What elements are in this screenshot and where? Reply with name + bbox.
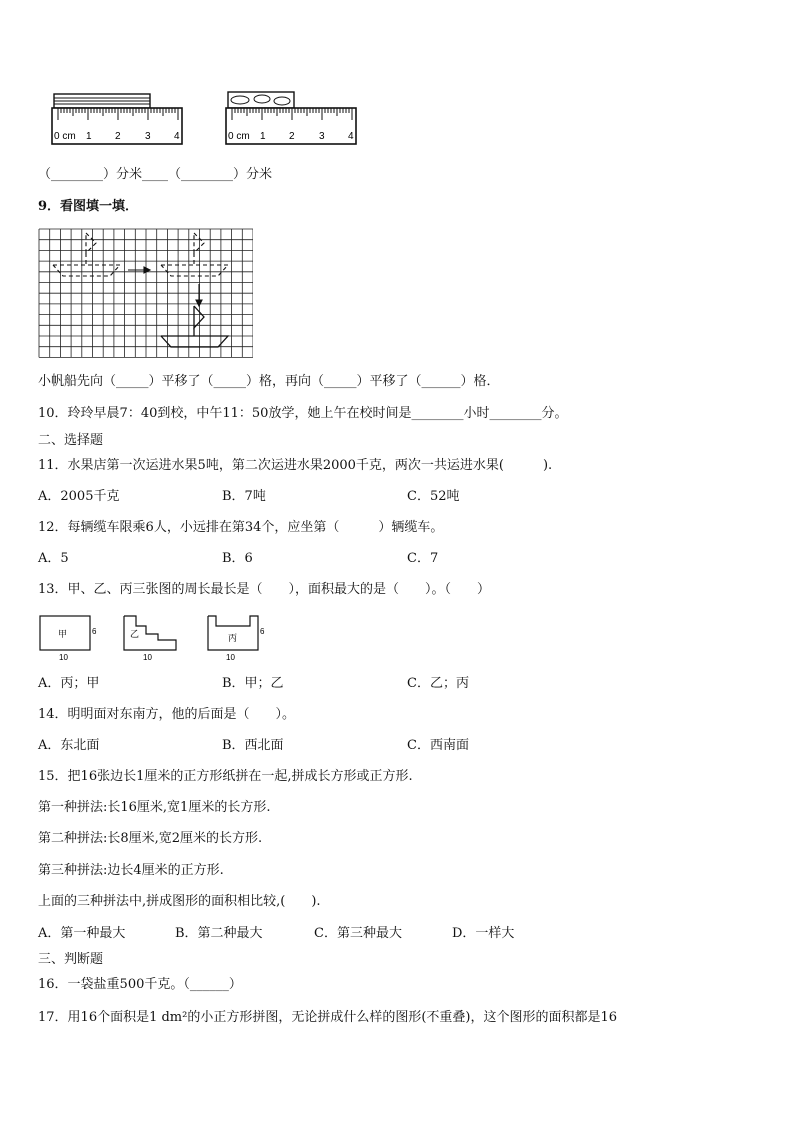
q15-option-a[interactable]: A．第一种最大: [38, 926, 126, 941]
q13-stem: 13．甲、乙、丙三张图的周长最长是（ ），面积最大的是（ ）。（ ）: [38, 582, 491, 597]
q13-option-a[interactable]: A．丙；甲: [38, 676, 100, 691]
ruler2-tick-0: 0 cm: [228, 131, 250, 142]
ruler2-tick-1: 1: [260, 131, 266, 142]
q15-line-3: 第三种拼法:边长4厘米的正方形.: [38, 863, 224, 878]
q15-option-c[interactable]: C．第三种最大: [314, 926, 402, 941]
ruler-figures: [48, 84, 368, 154]
q14-option-c[interactable]: C．西南面: [407, 738, 469, 753]
figure-bing-label: 丙: [228, 633, 238, 643]
figure-jia-label: 甲: [58, 629, 68, 639]
q11-option-b[interactable]: B．7吨: [222, 489, 266, 504]
q15-option-d[interactable]: D．一样大: [452, 926, 515, 941]
ruler-left: [52, 94, 182, 144]
q10: 10．玲玲早晨7：40到校，中午11：50放学，她上午在校时间是________小时________分。: [38, 406, 568, 421]
arrow-down-icon: [196, 284, 202, 306]
q13-option-c[interactable]: C．乙；丙: [407, 676, 469, 691]
figure-yi-width: 10: [143, 653, 152, 662]
q12-option-a[interactable]: A．5: [38, 551, 69, 566]
ruler2-tick-3: 3: [319, 131, 325, 142]
q15-line-1: 第一种拼法:长16厘米,宽1厘米的长方形.: [38, 800, 271, 815]
figure-bing-width: 10: [226, 653, 235, 662]
q12-option-c[interactable]: C．7: [407, 551, 439, 566]
q14-option-b[interactable]: B．西北面: [222, 738, 284, 753]
figure-jia-height: 6: [92, 627, 97, 636]
ruler-tick-2: 2: [115, 131, 121, 142]
sailboat-grid: [38, 228, 253, 360]
q14-stem: 14．明明面对东南方，他的后面是（ ）。: [38, 707, 296, 722]
q12-stem: 12．每辆缆车限乘6人，小远排在第34个，应坐第（ ）辆缆车。: [38, 520, 444, 535]
q11-stem: 11．水果店第一次运进水果5吨，第二次运进水果2000千克，两次一共运进水果( ).: [38, 458, 553, 473]
ruler2-tick-4: 4: [348, 131, 354, 142]
ruler-tick-4: 4: [174, 131, 180, 142]
q15-line-4: 上面的三种拼法中,拼成图形的面积相比较,( ).: [38, 894, 321, 909]
ruler-right: [226, 92, 356, 144]
q13-option-b[interactable]: B．甲；乙: [222, 676, 284, 691]
figure-bing-height: 6: [260, 627, 265, 636]
section3-heading: 三、判断题: [38, 952, 104, 967]
q9-title: 9．看图填一填．: [38, 199, 139, 214]
q17: 17．用16个面积是1 dm²的小正方形拼图，无论拼成什么样的图形(不重叠)，这个图形的面积都是16: [38, 1010, 618, 1025]
q13-figures: [36, 612, 276, 664]
q11-option-c[interactable]: C．52吨: [407, 489, 460, 504]
figure-jia-width: 10: [59, 653, 68, 662]
figure-yi-label: 乙: [130, 629, 140, 639]
ruler-tick-0: 0 cm: [54, 131, 76, 142]
q15-line-2: 第二种拼法:长8厘米,宽2厘米的长方形.: [38, 831, 263, 846]
q9-line: 小帆船先向（_____）平移了（_____）格，再向（_____）平移了（______）格．: [38, 374, 500, 389]
section2-heading: 二、选择题: [38, 433, 104, 448]
q15-option-b[interactable]: B．第二种最大: [175, 926, 263, 941]
ruler2-tick-2: 2: [289, 131, 295, 142]
ruler-tick-1: 1: [86, 131, 92, 142]
q15-stem: 15．把16张边长1厘米的正方形纸拼在一起,拼成长方形或正方形.: [38, 769, 413, 784]
q12-option-b[interactable]: B．6: [222, 551, 253, 566]
ruler-answer-line: （________）分米____（________）分米: [38, 167, 273, 182]
q11-option-a[interactable]: A．2005千克: [38, 489, 120, 504]
q16: 16．一袋盐重500千克。（______）: [38, 977, 242, 992]
ruler-tick-3: 3: [145, 131, 151, 142]
q14-option-a[interactable]: A．东北面: [38, 738, 100, 753]
sailboat-final: [161, 306, 228, 347]
